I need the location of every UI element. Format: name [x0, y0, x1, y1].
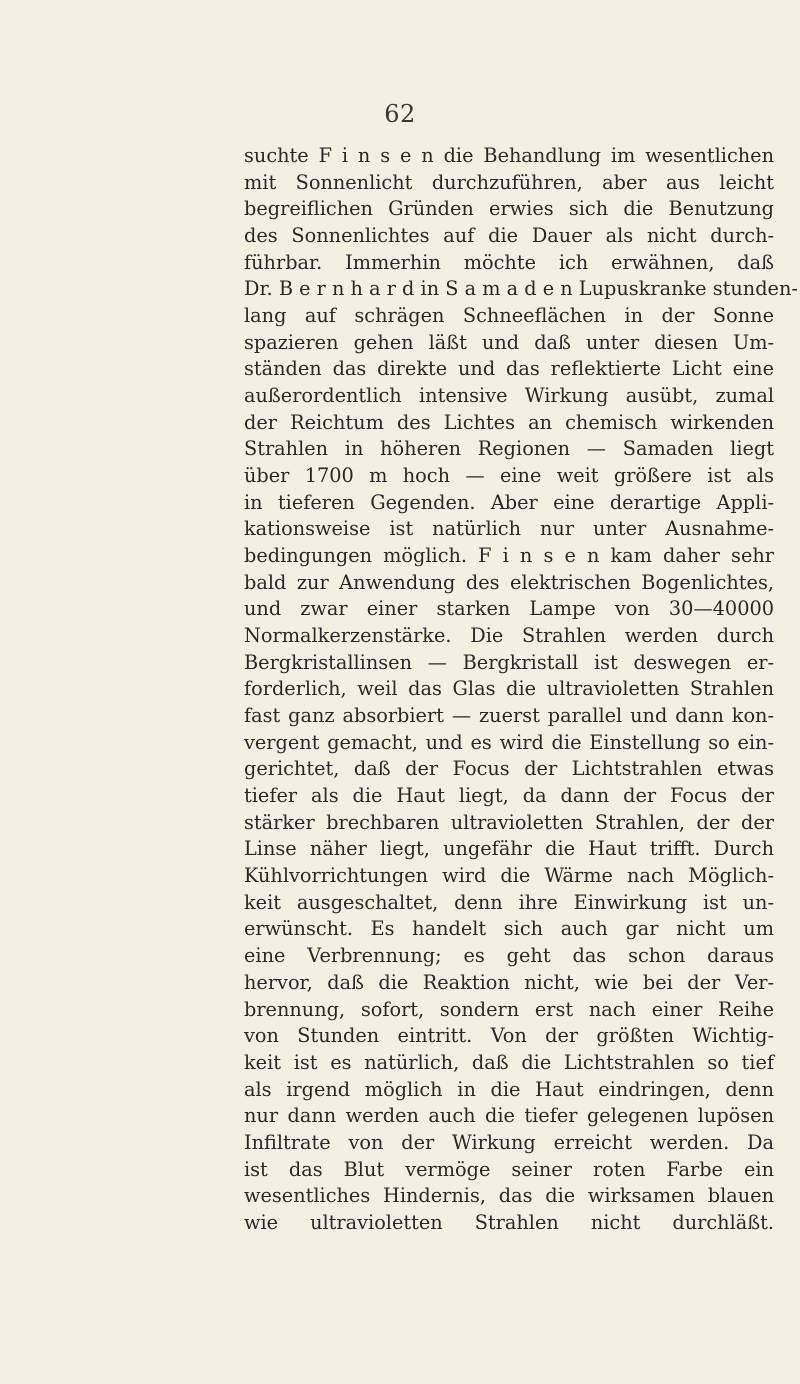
text-line: in tieferen Gegenden. Aber eine derartige Appli- [244, 490, 774, 514]
text-line: gerichtet, daß der Focus der Lichtstrahlen etwas [244, 757, 774, 781]
text-line: außerordentlich intensive Wirkung ausübt, zumal [244, 384, 774, 408]
text-line: spazieren gehen läßt und daß unter diesen Um- [244, 330, 774, 354]
body-text [244, 143, 798, 1237]
text-line: begreiflichen Gründen erwies sich die Benutzung [244, 197, 774, 221]
text-line: Bergkristallinsen — Bergkristall ist deswegen er- [244, 650, 774, 674]
text-line: der Reichtum des Lichtes an chemisch wirkenden [244, 410, 774, 434]
text-line: des Sonnenlichtes auf die Dauer als nicht durch- [244, 224, 774, 248]
text-line: keit ausgeschaltet, denn ihre Einwirkung ist un- [244, 890, 774, 914]
text-line: stärker brechbaren ultravioletten Strahlen, der der [244, 810, 774, 834]
text-line: erwünscht. Es handelt sich auch gar nicht um [244, 917, 774, 941]
text-line: mit Sonnenlicht durchzuführen, aber aus leicht [244, 170, 774, 194]
text-line: bald zur Anwendung des elektrischen Bogenlichtes, [244, 570, 774, 594]
text-line: Kühlvorrichtungen wird die Wärme nach Möglich- [244, 864, 774, 888]
text-line: führbar. Immerhin möchte ich erwähnen, daß [244, 250, 774, 274]
text-line: Infiltrate von der Wirkung erreicht werden. Da [244, 1130, 774, 1154]
text-line: suchte F i n s e n die Behandlung im wesentlichen [244, 144, 774, 167]
text-line: keit ist es natürlich, daß die Lichtstrahlen so tief [244, 1050, 774, 1074]
text-line: lang auf schrägen Schneeflächen in der Sonne [244, 304, 774, 328]
text-line: und zwar einer starken Lampe von 30—40000 [244, 597, 774, 621]
text-line: vergent gemacht, und es wird die Einstellung so ein- [244, 730, 774, 754]
text-line: von Stunden eintritt. Von der größten Wichtig- [244, 1024, 774, 1048]
text-line: Dr. B e r n h a r d in S a m a d e n Lupuskranke stunden- [244, 277, 798, 301]
text-line: fast ganz absorbiert — zuerst parallel und dann kon- [244, 704, 774, 728]
text-line: bedingungen möglich. F i n s e n kam daher sehr [244, 544, 774, 568]
text-line: kationsweise ist natürlich nur unter Ausnahme- [244, 517, 774, 541]
text-line: tiefer als die Haut liegt, da dann der Focus der [244, 784, 774, 808]
text-line: hervor, daß die Reaktion nicht, wie bei der Ver- [244, 970, 774, 994]
text-line-last: wie ultravioletten Strahlen nicht durchläßt. [244, 1210, 774, 1234]
text-line: ständen das direkte und das reflektierte Licht eine [244, 357, 774, 381]
page-number: 62 [384, 100, 416, 128]
text-line: nur dann werden auch die tiefer gelegenen lupösen [244, 1104, 774, 1128]
text-line: brennung, sofort, sondern erst nach einer Reihe [244, 997, 774, 1021]
text-line: ist das Blut vermöge seiner roten Farbe ein [244, 1157, 774, 1181]
text-line: wesentliches Hindernis, das die wirksamen blauen [244, 1184, 774, 1208]
text-line: forderlich, weil das Glas die ultravioletten Strahlen [244, 677, 774, 701]
text-line: über 1700 m hoch — eine weit größere ist als [244, 464, 774, 488]
text-line: als irgend möglich in die Haut eindringen, denn [244, 1077, 774, 1101]
text-line: Normalkerzenstärke. Die Strahlen werden durch [244, 624, 774, 648]
text-line: Linse näher liegt, ungefähr die Haut trifft. Durch [244, 837, 774, 861]
text-line: eine Verbrennung; es geht das schon daraus [244, 944, 774, 968]
text-line: Strahlen in höheren Regionen — Samaden liegt [244, 437, 774, 461]
